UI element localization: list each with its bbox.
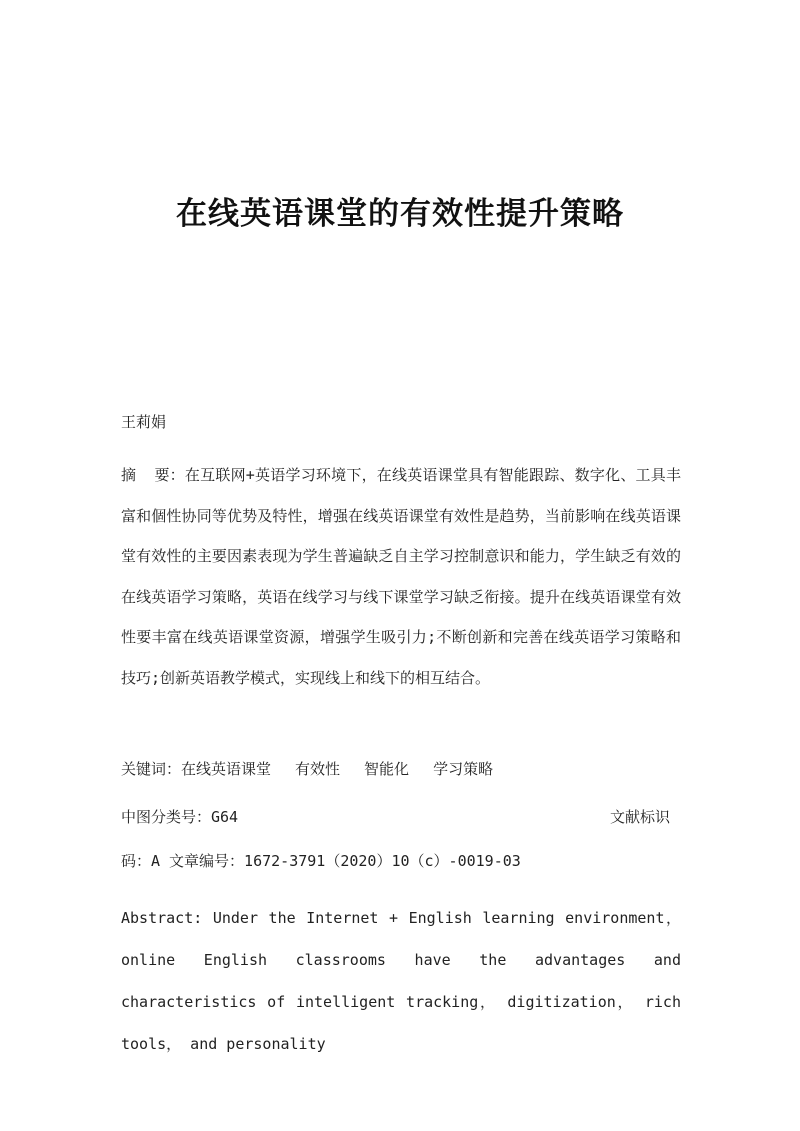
chinese-abstract-text: 在互联网+英语学习环境下，在线英语课堂具有智能跟踪、数字化、工具丰富和個性协同等优势及特性，增强在线英语课堂有效性是趋势，当前影响在线英语课堂有效性的主要因素表现为学生普遍缺乏自主学习控制意识和能力，学生缺乏有效的在线英语学习策略，英语在线学习与线下课堂学习缺乏衔接。提升在线英语课堂有效性要丰富在线英语课堂资源，增强学生吸引力;不断创新和完善在线英语学习策略和技巧;创新英语教学模式，实现线上和线下的相互结合。 [121,466,681,687]
english-abstract-label: Abstract: [121,909,203,927]
classification-line [121,806,670,827]
abstract-label-first-char: 摘 [121,466,137,484]
paper-title: 在线英语课堂的有效性提升策略 [176,196,624,232]
author-name: 王莉娟 [121,413,167,431]
clc-number: 中图分类号：G64 [121,808,239,826]
article-number-line: 码：A 文章编号：1672-3791（2020）10（c）-0019-03 [121,852,521,870]
keywords-line [121,758,517,779]
document-identifier-label: 文献标识 [609,808,670,826]
english-abstract [121,897,681,1065]
english-abstract-text: Under the Internet + English learning environment， online English classrooms have the advantages and characteristics of intelligent tracking， digitization， rich tools， and personality [121,909,682,1053]
chinese-abstract [121,455,681,699]
keywords-label: 关键词： [121,760,182,778]
keyword-item: 智能化 [364,760,410,778]
keyword-item: 在线英语课堂 [181,760,272,778]
abstract-label-second-char: 要： [154,466,185,484]
keyword-item: 学习策略 [433,760,494,778]
keyword-item: 有效性 [295,760,341,778]
